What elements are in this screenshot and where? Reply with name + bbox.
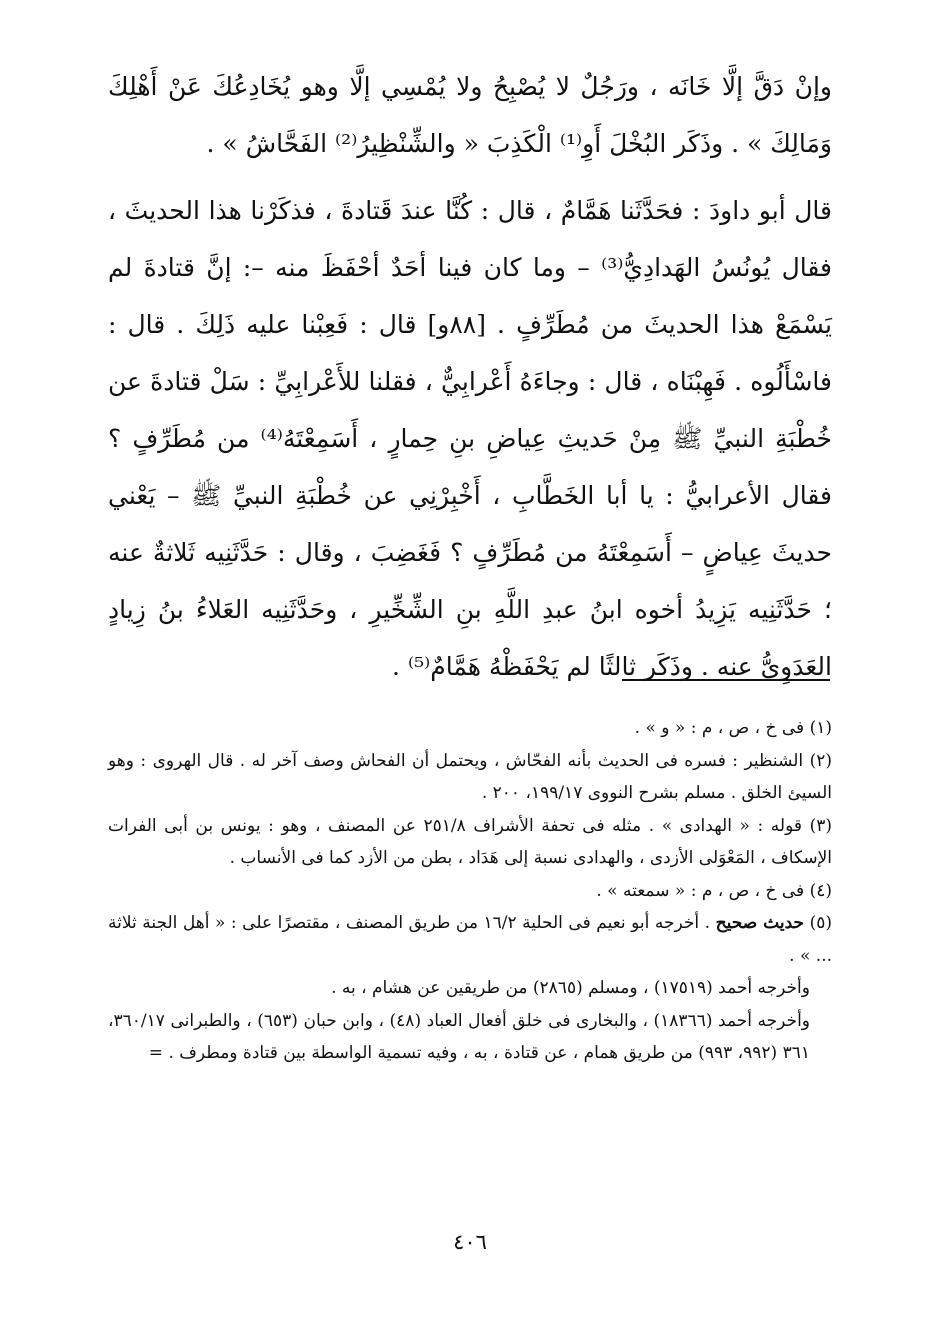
footnote-4: (٤) فى خ ، ص ، م : « سمعته » . (596, 880, 832, 901)
footnote-5-number: (٥) (809, 913, 832, 933)
page-number: ٤٠٦ (453, 1230, 487, 1254)
paragraph-2: قال أبو داودَ : فحَدَّثَنا هَمَّامٌ ، قال : كُنَّا عندَ قَتادةَ ، فذكَرْنا هذا الحديثَ ، فقال يُونُسُ الهَدادِيُّ⁽³⁾ – وما كان فينا أحَدٌ أحْفَظَ منه –: إنَّ قتادةَ لم يَسْمَعْ هذا الحديثَ من مُطَرِّفٍ . [٨٨و] قال : فَعِبْنا عليه ذَلِكَ . قال : فاسْأَلُوه . فَهِبْنَاه ، قال : وجاءَهُ أَعْرابِيٌّ ، فقلنا للأَعْرابِيِّ : سَلْ قتادةَ عن خُطْبَةِ النبيِّ ﷺ مِنْ حَديثِ عِياضِ بنِ حِمارٍ ، أَسَمِعْتَهُ⁽⁴⁾ من مُطَرِّفٍ ؟ فقال الأعرابيُّ : يا أبا الخَطَّابِ ، أَخْبِرْنِي عن خُطْبَةِ النبيِّ ﷺ – يَعْني حديثَ عِياضٍ – أَسَمِعْتَهُ من مُطَرِّفٍ ؟ فَغَضِبَ ، وقال : حَدَّثَنِيه ثَلاثةٌ عنه ؛ حَدَّثَنِيه يَزِيدُ أخوه ابنُ عبدِ اللَّهِ بنِ الشِّخِّيرِ ، وحَدَّثَنِيه العَلاءُ بنُ زِيادٍ العَدَوِيُّ عنه . وذَكَر ثالثًا لم يَحْفَظْهُ هَمَّامٌ⁽⁵⁾ . (108, 196, 833, 681)
paragraph-1: وإنْ دَقَّ إلَّا خَانَه ، ورَجُلٌ لا يُصْبِحُ ولا يُمْسِي إلَّا وهو يُخَادِعُكَ عَنْ أَهْلِكَ وَمَالِكَ » . وذَكَر البُخْلَ أَوِ⁽¹⁾ الْكَذِبَ « والشِّنْظِيرُ⁽²⁾ الفَحَّاشُ » . (108, 72, 832, 158)
footnotes (108, 712, 832, 1070)
footnote-2: (٢) الشنظير : فسره فى الحديث بأنه الفحّاش ، ويحتمل أن الفحاش وصف آخر له . قال الهروى : وهو السيئ الخلق . مسلم بشرح النووى ١٩٩/١٧، ٢٠٠ . (108, 750, 832, 803)
footnote-divider (622, 679, 830, 681)
footnote-5 (108, 907, 832, 972)
main-text (108, 58, 832, 695)
footnote-1: (١) فى خ ، ص ، م : « و » . (634, 718, 832, 738)
footnote-5-continuation-2-text: وأخرجه أحمد (١٨٣٦٦) ، والبخارى فى خلق أفعال العباد (٤٨) ، وابن حبان (٦٥٣) ، والطبرانى ٣٦٠/١٧، ٣٦١ (٩٩٢، ٩٩٣) من طريق همام ، عن قتادة ، به ، وفيه تسمية الواسطة بين قتادة ومطرف . (108, 1010, 810, 1063)
footnote-5-continuation-1: وأخرجه أحمد (١٧٥١٩) ، ومسلم (٢٨٦٥) من طريقين عن هشام ، به . (331, 978, 810, 998)
footnote-5-continuation-2 (108, 1005, 832, 1070)
footnote-5-grade: حديث صحيح (715, 913, 805, 933)
footnote-5-text: . أخرجه أبو نعيم فى الحلية ١٦/٢ من طريق المصنف ، مقتصرًا على : « أهل الجنة ثلاثة ... » . (108, 913, 832, 966)
footnote-3: (٣) قوله : « الهدادى » . مثله فى تحفة الأشراف ٢٥١/٨ عن المصنف ، وهو : يونس بن أبى الفرات الإسكاف ، المَعْوَلى الأزدى ، والهدادى نسبة إلى هَدَاد ، بطن من الأزد كما فى الأنساب . (108, 815, 832, 868)
continuation-mark: = (148, 1043, 164, 1063)
